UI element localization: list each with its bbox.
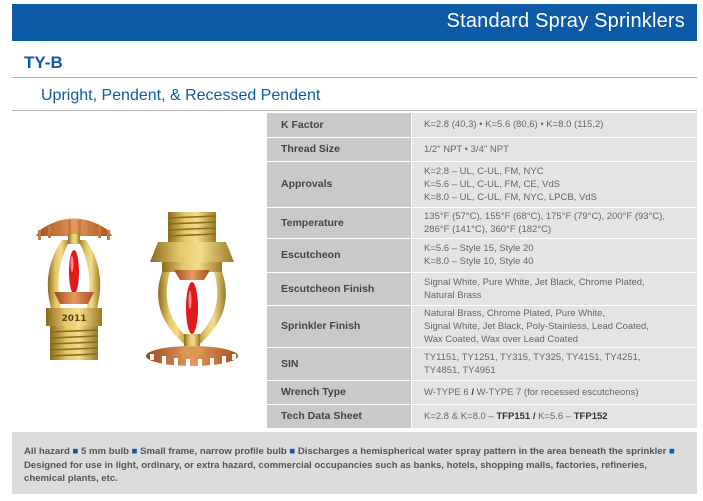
spec-value: K=2.8 (40,3) • K=5.6 (80,6) • K=8.0 (115,2) xyxy=(412,113,698,137)
spec-label: SIN xyxy=(267,347,412,380)
header-title: Standard Spray Sprinklers xyxy=(446,10,685,32)
bulb-label: 2011 xyxy=(61,314,87,324)
bullet-icon: ■ xyxy=(131,446,138,457)
spec-label: Approvals xyxy=(267,161,412,207)
table-row xyxy=(267,238,697,272)
sprinkler-photo xyxy=(12,112,267,432)
feature-item: Designed for use in light, ordinary, or extra hazard, commercial occupancies such as banks, hotels, shopping malls, factories, refineries, chemical plants, etc. xyxy=(24,459,648,484)
table-row xyxy=(267,161,697,207)
table-row xyxy=(267,272,697,305)
feature-summary xyxy=(12,432,697,494)
feature-item: Discharges a hemispherical water spray pattern in the area beneath the sprinkler xyxy=(297,446,667,457)
spec-value: TY1151, TY1251, TY315, TY325, TY4151, TY4251, TY4851, TY4951 xyxy=(412,347,698,380)
spec-value: W-TYPE 6 / W-TYPE 7 (for recessed escutcheons) xyxy=(412,380,698,404)
upright-sprinkler xyxy=(36,219,112,361)
table-row xyxy=(267,347,697,380)
spec-value: K=5.6 – Style 15, Style 20 K=8.0 – Style 10, Style 40 xyxy=(412,238,698,272)
spec-label: Wrench Type xyxy=(267,380,412,404)
feature-item: 5 mm bulb xyxy=(81,446,129,457)
product-subtitle: Upright, Pendent, & Recessed Pendent xyxy=(41,87,321,104)
feature-list xyxy=(24,445,679,486)
bullet-icon: ■ xyxy=(668,446,675,457)
spec-value: 135°F (57°C), 155°F (68°C), 175°F (79°C), 200°F (93°C), 286°F (141°C), 360°F (182°C) xyxy=(412,207,698,238)
pendent-sprinkler xyxy=(146,212,238,367)
spec-label: Temperature xyxy=(267,207,412,238)
spec-value: K=2.8 & K=8.0 – TFP151 / K=5.6 – TFP152 xyxy=(412,404,698,428)
spec-label: K Factor xyxy=(267,113,412,137)
table-row xyxy=(267,113,697,137)
divider xyxy=(12,77,697,78)
spec-value: 1/2" NPT • 3/4" NPT xyxy=(412,137,698,161)
spec-label: Thread Size xyxy=(267,137,412,161)
table-row xyxy=(267,207,697,238)
spec-label: Escutcheon Finish xyxy=(267,272,412,305)
spec-value: Signal White, Pure White, Jet Black, Chrome Plated, Natural Brass xyxy=(412,272,698,305)
divider xyxy=(12,110,697,111)
header-bar xyxy=(12,4,697,41)
product-photos xyxy=(12,112,267,432)
spec-label: Escutcheon xyxy=(267,238,412,272)
spec-table xyxy=(267,113,697,429)
spec-value: Natural Brass, Chrome Plated, Pure White, Signal White, Jet Black, Poly-Stainless, Lead Coated, Wax Coated, Wax over Lead Coated xyxy=(412,305,698,347)
table-row xyxy=(267,137,697,161)
bullet-icon: ■ xyxy=(289,446,296,457)
spec-label: Sprinkler Finish xyxy=(267,305,412,347)
model-name: TY-B xyxy=(24,53,63,72)
feature-item: Small frame, narrow profile bulb xyxy=(140,446,287,457)
table-row xyxy=(267,404,697,428)
spec-value: K=2.8 – UL, C-UL, FM, NYC K=5.6 – UL, C-UL, FM, CE, VdS K=8.0 – UL, C-UL, FM, NYC, LPCB, VdS xyxy=(412,161,698,207)
table-row xyxy=(267,380,697,404)
feature-item: All hazard xyxy=(24,446,70,457)
table-row xyxy=(267,305,697,347)
bullet-icon: ■ xyxy=(72,446,79,457)
spec-label: Tech Data Sheet xyxy=(267,404,412,428)
